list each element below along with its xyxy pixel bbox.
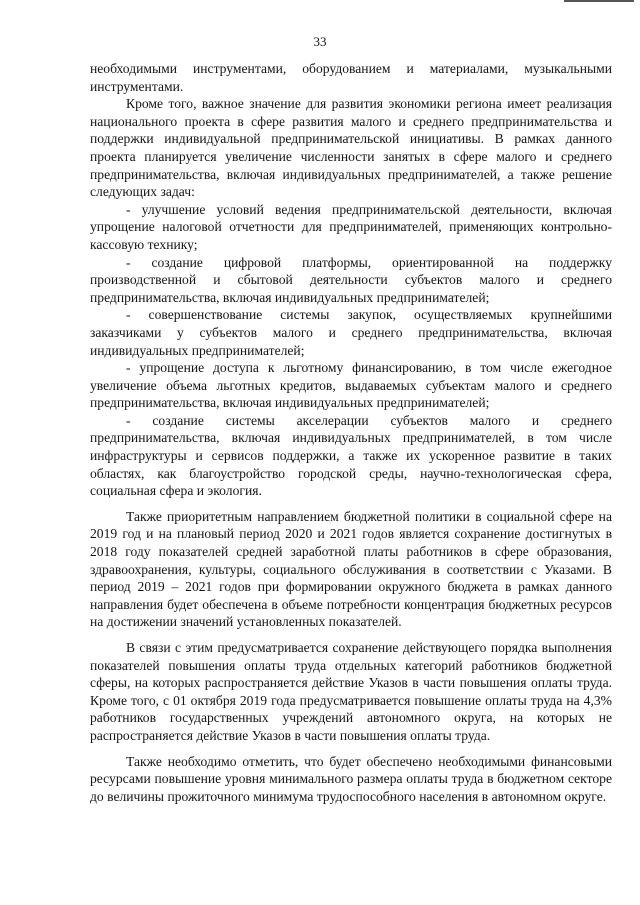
paragraph-social-sphere: Также приоритетным направлением бюджетной политики в социальной сфере на 2019 год и на плановый период 2020 и 2021 годов является сохранение достигнутых в 2018 году показателей средней заработной платы работников в сфере образования, здравоохранения, культуры, социального обслуживания в соответствии с Указами. В период 2019 – 2021 годов при формировании окружного бюджета в рамках данного направления будет обеспечена в объеме потребности концентрация бюджетных ресурсов на достижении значений установленных показателей. bbox=[90, 508, 612, 630]
paragraph-continuation: необходимыми инструментами, оборудованием и материалами, музыкальными инструментами. bbox=[90, 61, 612, 94]
paragraph-minimum-wage: Также необходимо отметить, что будет обеспечено необходимыми финансовыми ресурсами повышение уровня минимального размера оплаты труда в бюджетном секторе до величины прожиточного минимума трудоспособного населения в автономном округе. bbox=[90, 753, 612, 804]
top-edge-rule bbox=[564, 0, 634, 2]
paragraph-national-project: Кроме того, важное значение для развития экономики региона имеет реализация национального проекта в сфере развития малого и среднего предпринимательства и поддержки индивидуальной предпринимательской инициативы. В рамках данного проекта планируется увеличение численности занятых в сфере малого и среднего предпринимательства, включая индивидуальных предпринимателей, а также решение следующих задач: bbox=[90, 96, 612, 200]
paragraph-salary-increase: В связи с этим предусматривается сохранение действующего порядка выполнения показателей повышения оплаты труда отдельных категорий работников бюджетной сферы, на которых распространяется действие Указов в части повышения оплаты труда. Кроме того, с 01 октября 2019 года предусматривается повышение оплаты труда на 4,3% работников государственных учреждений автономного округа, на которых не распространяется действие Указов в части повышения оплаты труда. bbox=[90, 640, 612, 743]
list-item-digital-platform: - создание цифровой платформы, ориентированной на поддержку производственной и сбытовой деятельности субъектов малого и среднего предпринимательства, включая индивидуальных предпринимателей; bbox=[90, 254, 612, 305]
list-item-procurement: - совершенствование системы закупок, осуществляемых крупнейшими заказчиками у субъектов малого и среднего предпринимательства, включая индивидуальных предпринимателей; bbox=[90, 307, 612, 358]
list-item-acceleration: - создание системы акселерации субъектов малого и среднего предпринимательства, включая индивидуальных предпринимателей, в том числе инфраструктуры и сервисов поддержки, а также их ускоренное развитие в таких областях, как благоустройство городской среды, научно-технологическая сфера, социальная сфера и экология. bbox=[90, 412, 612, 499]
document-body bbox=[90, 60, 612, 805]
list-item-financing-access: - упрощение доступа к льготному финансированию, в том числе ежегодное увеличение объема льготных кредитов, выдаваемых субъектам малого и среднего предпринимательства, включая индивидуальных предпринимателей; bbox=[90, 360, 612, 411]
page-number: 33 bbox=[313, 34, 327, 49]
list-item-business-conditions: - улучшение условий ведения предпринимательской деятельности, включая упрощение налоговой отчетности для предпринимателей, применяющих контрольно-кассовую технику; bbox=[90, 201, 612, 252]
